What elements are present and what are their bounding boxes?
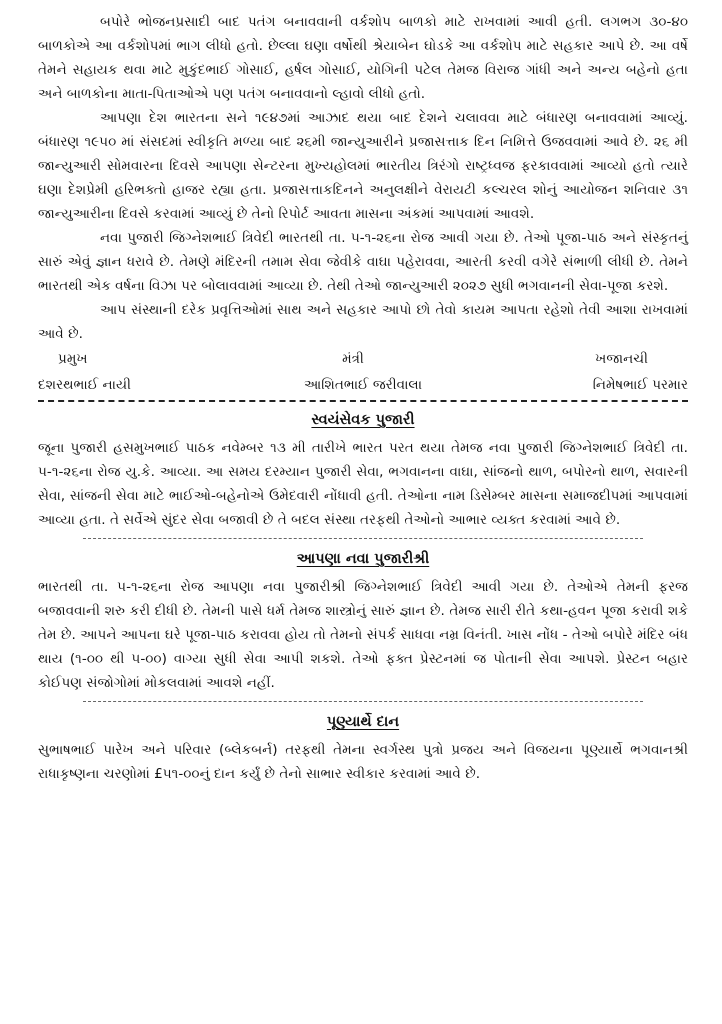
section-divider (38, 400, 688, 402)
name-president: દશરથભાઈ નાયી (38, 377, 132, 393)
section-heading-donation: પૂણ્યાર્થે દાન (326, 714, 400, 730)
name-treasurer: નિમેષભાઈ પરમાર (592, 377, 689, 393)
signature-titles-row (38, 348, 688, 370)
name-secretary: આશિતભાઈ જરીવાલા (303, 377, 423, 393)
section-heading-new-priest: આપણા નવા પુજારીશ્રી (296, 551, 430, 567)
section-divider (83, 701, 643, 702)
title-president: પ્રમુખ (58, 351, 88, 367)
intro-paragraph-republic-day: આપણા દેશ ભારતના સને ૧૯૪૭માં આઝાદ થયા બાદ દેશને ચલાવવા માટે બંધારણ બનાવવામાં આવ્યું. બંધારણ ૧૯૫૦ માં સંસદમાં સ્વીકૃતિ મળ્યા બાદ ૨૬મી જાન્યુઆરીને પ્રજાસત્તાક દિન નિમિત્તે ઉજવવામાં આવે છે. ૨૬ મી જાન્યુઆરી સોમવારના દિવસે આપણા સેન્ટરના મુખ્યહોલમાં ભારતીય ત્રિરંગો રાષ્ટ્રધ્વજ ફરકાવવામાં આવ્યો હતો ત્યારે ઘણા દેશપ્રેમી હરિભક્તો હાજર રહ્યા હતા. પ્રજાસત્તાકદિનને અનુલક્ષીને વેરાયટી કલ્ચરલ શોનું આયોજન શનિવાર ૩૧ જાન્યુઆરીના દિવસે કરવામાં આવ્યું છે તેનો રિપોર્ટ આવતા માસના અંકમાં આપવામાં આવશે. (38, 110, 688, 222)
section-body-volunteer-priest: જૂના પુજારી હસમુખભાઈ પાઠક નવેમ્બર ૧૩ મી તારીખે ભારત પરત થયા તેમજ નવા પુજારી જિગ્નેશભાઈ ત્રિવેદી તા. ૫-૧-૨૬ના રોજ યુ.કે. આવ્યા. આ સમય દરમ્યાન પુજારી સેવા, ભગવાનના વાઘા, સાંજનો થાળ, બપોરનો થાળ, સવારની સેવા, સાંજની સેવા માટે ભાઈઓ-બહેનોએ ઉમેદવારી નોંધાવી હતી. તેઓના નામ ડિસેમ્બર માસના સમાજદીપમાં આપવામાં આવ્યા હતા. તે સર્વેએ સુંદર સેવા બજાવી છે તે બદલ સંસ્થા તરફથી તેઓનો આભાર વ્યક્ત કરવામાં આવે છે. (38, 440, 688, 528)
signature-names-row (38, 374, 688, 396)
title-secretary: મંત્રી (342, 351, 364, 367)
section-divider (83, 538, 643, 539)
section-heading-volunteer-priest: સ્વયંસેવક પુજારી (311, 412, 415, 428)
section-body-new-priest: ભારતથી તા. ૫-૧-૨૬ના રોજ આપણા નવા પુજારીશ્રી જિગ્નેશભાઈ ત્રિવેદી આવી ગયા છે. તેઓએ તેમની ફરજ બજાવવાની શરુ કરી દીધી છે. તેમની પાસે ધર્મ તેમજ શાસ્ત્રોનું સારું જ્ઞાન છે. તેમજ સારી રીતે કથા-હવન પૂજા કરાવી શકે તેમ છે. આપને આપના ઘરે પૂજા-પાઠ કરાવવા હોય તો તેમનો સંપર્ક સાધવા નમ્ર વિનંતી. ખાસ નોંધ - તેઓ બપોરે મંદિર બંધ થાય (૧-૦૦ થી ૫-૦૦) વાગ્યા સુધી સેવા આપી શકશે. તેઓ ફક્ત પ્રેસ્ટનમાં જ પોતાની સેવા આપશે. પ્રેસ્ટન બહાર કોઈપણ સંજોગોમાં મોકલવામાં આવશે નહીં. (38, 579, 688, 691)
section-body-donation: સુભાષભાઈ પારેખ અને પરિવાર (બ્લેકબર્ન) તરફથી તેમના સ્વર્ગસ્થ પુત્રો પ્રજય અને વિજયના પૂણ્યાર્થે ભગવાનશ્રી રાધાકૃષ્ણના ચરણોમાં £૫૧-૦૦નું દાન કર્યું છે તેનો સાભાર સ્વીકાર કરવામાં આવે છે. (38, 742, 688, 782)
title-treasurer: ખજાનચી (595, 351, 649, 367)
intro-paragraph-new-priest: નવા પુજારી જિગ્નેશભાઈ ત્રિવેદી ભારતથી તા. ૫-૧-૨૬ના રોજ આવી ગયા છે. તેઓ પૂજા-પાઠ અને સંસ્કૃતનું સારું એવું જ્ઞાન ધરાવે છે. તેમણે મંદિરની તમામ સેવા જેવીકે વાઘા પહેરાવવા, આરતી કરવી વગેરે સંભાળી લીધી છે. તેમને ભારતથી એક વર્ષના વિઝા પર બોલાવવામાં આવ્યા છે. તેથી તેઓ જાન્યુઆરી ૨૦૨૭ સુધી ભગવાનની સેવા-પૂજા કરશે. (38, 230, 688, 294)
newsletter-page (38, 10, 688, 786)
intro-paragraph-kite-workshop: બપોરે ભોજનપ્રસાદી બાદ પતંગ બનાવવાની વર્કશોપ બાળકો માટે રાખવામાં આવી હતી. લગભગ ૩૦-૪૦ બાળકોએ આ વર્કશોપમાં ભાગ લીધો હતો. છેલ્લા ઘણા વર્ષોથી શ્રેયાબેન ઘોડકે આ વર્કશોપ માટે સહકાર આપે છે. આ વર્ષે તેમને સહાયક થવા માટે મુકુંદભાઈ ગોસાઈ, હર્ષલ ગોસાઈ, યોગિની પટેલ તેમજ વિરાજ ગાંધી અને અન્ય બહેનો હતા અને બાળકોના માતા-પિતાઓએ પણ પતંગ બનાવવાનો લ્હાવો લીધો હતો. (38, 14, 688, 102)
intro-paragraph-closing: આપ સંસ્થાની દરેક પ્રવૃત્તિઓમાં સાથ અને સહકાર આપો છો તેવો કાયમ આપતા રહેશો તેવી આશા રાખવામાં આવે છે. (38, 302, 688, 342)
signature-block (38, 348, 688, 396)
